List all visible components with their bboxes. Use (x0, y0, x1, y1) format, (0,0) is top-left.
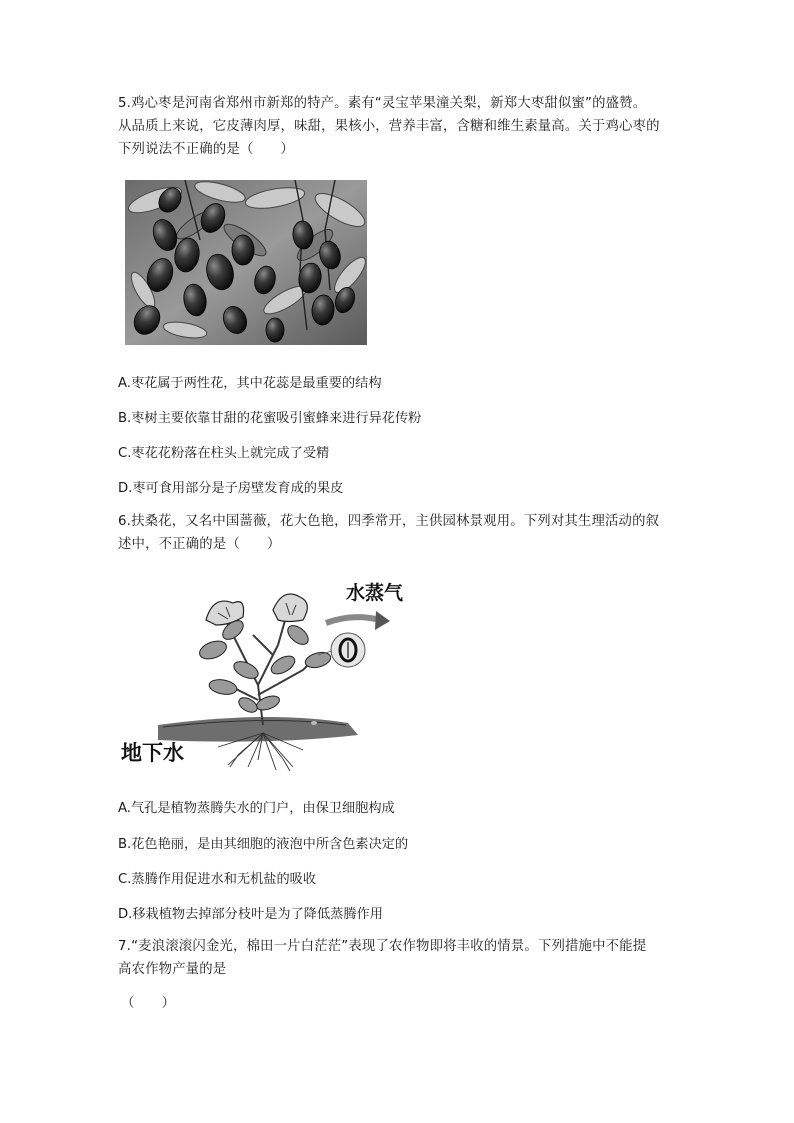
q5-option-b: B.枣树主要依靠甘甜的花蜜吸引蜜蜂来进行异花传粉 (118, 411, 422, 426)
q5-option-a: A.枣花属于两性花，其中花蕊是最重要的结构 (118, 376, 382, 391)
q7-stem-line-1: 7.“麦浪滚滚闪金光，棉田一片白茫茫”表现了农作物即将丰收的情景。下列措施中不能提 (118, 939, 647, 954)
q5-stem-line-3: 下列说法不正确的是（ ） (118, 142, 295, 157)
q6-stem-line-1: 6.扶桑花，又名中国蔷薇，花大色艳，四季常开，主供园林景观用。下列对其生理活动的叙 (118, 514, 660, 529)
q5-option-d: D.枣可食用部分是子房壁发育成的果皮 (118, 481, 344, 496)
q6-option-d: D.移栽植物去掉部分枝叶是为了降低蒸腾作用 (118, 907, 383, 922)
q6-option-c: C.蒸腾作用促进水和无机盐的吸收 (118, 872, 317, 887)
q6-option-b: B.花色艳丽，是由其细胞的液泡中所含色素决定的 (118, 837, 409, 852)
water-vapor-label: 水蒸气 (346, 582, 404, 604)
q5-stem-line-2: 从品质上来说，它皮薄肉厚，味甜，果核小，营养丰富，含糖和维生素量高。关于鸡心枣的 (118, 119, 660, 134)
q7-answer-blank: （ ） (121, 996, 176, 1011)
q5-option-c: C.枣花花粉落在柱头上就完成了受精 (118, 446, 330, 461)
groundwater-label: 地下水 (121, 741, 184, 765)
q6-option-a: A.气孔是植物蒸腾失水的门户，由保卫细胞构成 (118, 801, 395, 816)
jujube-photo (125, 180, 367, 345)
q5-stem-line-1: 5.鸡心枣是河南省郑州市新郑的特产。素有“灵宝苹果潼关梨，新郑大枣甜似蜜”的盛赞。 (118, 96, 647, 111)
q6-stem-line-2: 述中，不正确的是（ ） (118, 537, 281, 552)
q7-stem-line-2: 高农作物产量的是 (118, 962, 227, 977)
hibiscus-figure (118, 575, 418, 775)
